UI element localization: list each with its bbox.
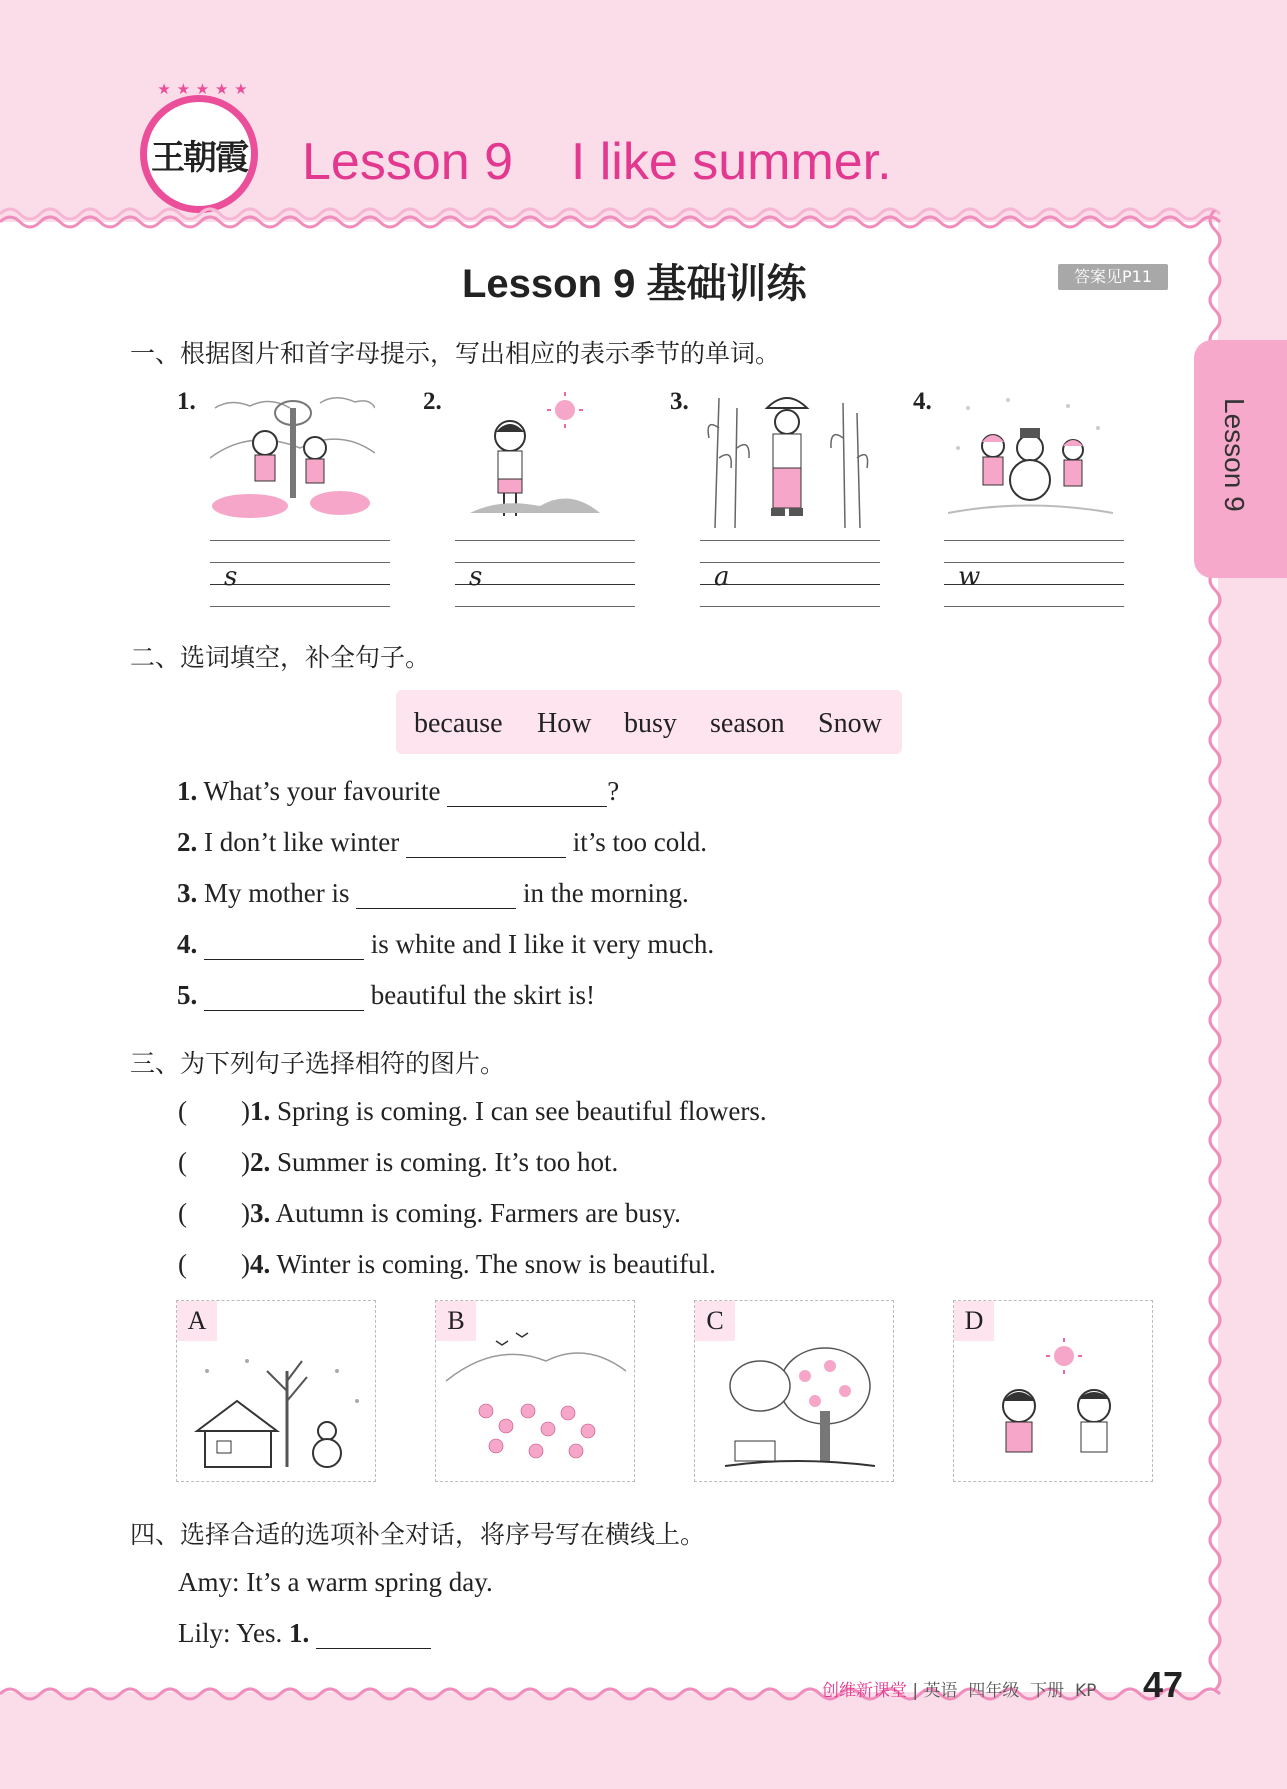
sentence-number: 3.	[177, 878, 198, 908]
footer-info: | 英语 四年级 下册 KP	[907, 1681, 1097, 1701]
stars-decoration: ★ ★ ★ ★ ★	[157, 82, 249, 98]
word-bank-item: How	[537, 708, 592, 739]
writing-lines-4	[944, 540, 1124, 608]
picture-label: C	[695, 1301, 735, 1341]
match-sentence-4: ( )4. Winter is coming. The snow is beautiful.	[178, 1249, 716, 1279]
lesson-title: Lesson 9 I like summer.	[302, 133, 892, 191]
fill-sentence-1: 1. What’s your favourite ?	[177, 776, 620, 806]
picture-label: A	[177, 1301, 217, 1341]
word-bank-item: Snow	[818, 708, 882, 739]
picture-label: B	[436, 1301, 476, 1341]
dialogue-line-1: Amy: It’s a warm spring day.	[178, 1567, 493, 1597]
exercise1-number-4: 4.	[913, 388, 932, 415]
exercise1-number-2: 2.	[423, 388, 442, 415]
answer-reference-badge: 答案见P11	[1058, 264, 1168, 290]
section-title: Lesson 9 基础训练	[462, 262, 807, 306]
picture-option-d	[953, 1300, 1153, 1482]
answer-bracket[interactable]: ( )	[178, 1249, 250, 1279]
hint-letter-2: s	[469, 562, 483, 592]
writing-lines-3	[700, 540, 880, 608]
answer-blank[interactable]	[406, 831, 566, 858]
fill-sentence-2: 2. I don’t like winter it’s too cold.	[177, 827, 707, 857]
word-bank-item: busy	[624, 708, 677, 739]
winter-snowman-illustration	[948, 388, 1113, 528]
section1-instruction: 一、根据图片和首字母提示，写出相应的表示季节的单词。	[130, 339, 781, 368]
publisher-logo	[140, 82, 258, 213]
exercise1-number-1: 1.	[177, 388, 196, 415]
hint-letter-1: s	[224, 562, 238, 592]
picture-option-b	[435, 1300, 635, 1482]
footer-brand: 创维新课堂	[822, 1681, 907, 1701]
autumn-corn-farmer-illustration	[705, 388, 870, 528]
spring-planting-illustration	[210, 388, 375, 528]
word-bank-item: because	[414, 708, 503, 739]
word-bank-item: season	[710, 708, 785, 739]
logo-text: 王朝霞	[151, 137, 247, 178]
picture-option-c	[694, 1300, 894, 1482]
section2-instruction: 二、选词填空，补全句子。	[130, 643, 431, 672]
sentence-number: 2.	[177, 827, 198, 857]
answer-blank[interactable]	[356, 882, 516, 909]
hint-letter-4: w	[958, 562, 981, 592]
fill-sentence-3: 3. My mother is in the morning.	[177, 878, 689, 908]
writing-lines-1	[210, 540, 390, 608]
exercise1-number-3: 3.	[670, 388, 689, 415]
answer-bracket[interactable]: ( )	[178, 1198, 250, 1228]
page-footer	[822, 1676, 1096, 1701]
section3-instruction: 三、为下列句子选择相符的图片。	[130, 1049, 506, 1078]
page-number: 47	[1143, 1664, 1184, 1705]
sentence-number: 1.	[177, 776, 198, 806]
summer-boy-illustration	[460, 388, 625, 528]
wave-border-top	[0, 200, 1240, 230]
word-bank	[396, 690, 902, 754]
answer-blank[interactable]	[204, 933, 364, 960]
answer-blank[interactable]	[204, 984, 364, 1011]
match-sentence-2: ( )2. Summer is coming. It’s too hot.	[178, 1147, 619, 1177]
side-tab	[1194, 340, 1287, 578]
dialogue-line-2: Lily: Yes. 1.	[178, 1618, 431, 1649]
answer-bracket[interactable]: ( )	[178, 1096, 250, 1126]
picture-option-a	[176, 1300, 376, 1482]
sentence-number: 5.	[177, 980, 198, 1010]
section4-instruction: 四、选择合适的选项补全对话，将序号写在横线上。	[130, 1520, 706, 1549]
fill-sentence-5: 5. beautiful the skirt is!	[177, 980, 595, 1010]
match-sentence-1: ( )1. Spring is coming. I can see beautiful flowers.	[178, 1096, 767, 1126]
answer-blank[interactable]	[447, 780, 607, 807]
picture-label: D	[954, 1301, 994, 1341]
sentence-number: 4.	[177, 929, 198, 959]
answer-bracket[interactable]: ( )	[178, 1147, 250, 1177]
fill-sentence-4: 4. is white and I like it very much.	[177, 929, 715, 959]
answer-blank[interactable]	[316, 1622, 431, 1649]
match-sentence-3: ( )3. Autumn is coming. Farmers are busy.	[178, 1198, 681, 1228]
hint-letter-3: a	[714, 562, 730, 592]
writing-lines-2	[455, 540, 635, 608]
side-tab-label: Lesson 9	[1219, 398, 1250, 512]
